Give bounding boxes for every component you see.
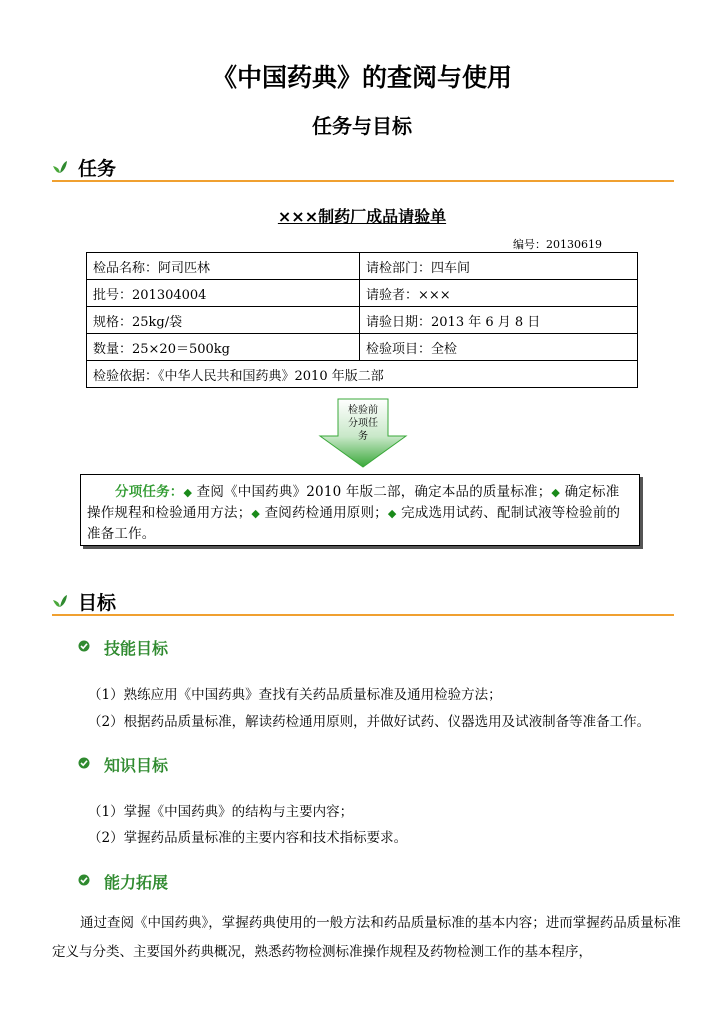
check-circle-icon: [78, 757, 90, 769]
knowledge-item: （1）掌握《中国药典》的结构与主要内容；: [88, 804, 354, 820]
section-task-title: 任务: [78, 158, 117, 180]
table-cell: 请验者：×××: [360, 280, 638, 307]
section-goals-header: [52, 590, 674, 616]
form-number: 编号：20130619: [513, 238, 602, 251]
down-arrow: [318, 398, 408, 468]
form-title: ×××制药厂成品请验单: [277, 207, 447, 226]
subtask-item: 确定标准操作规程和检验通用方法；: [87, 484, 620, 521]
table-cell-basis: 检验依据：《中华人民共和国药典》2010 年版二部: [87, 361, 638, 388]
table-row: [87, 361, 638, 388]
diamond-icon: ◆: [551, 486, 561, 499]
skills-item: （1）熟练应用《中国药典》查找有关药品质量标准及通用检验方法；: [88, 687, 502, 703]
page-title: 《中国药典》的查阅与使用: [211, 63, 512, 92]
skills-item: （2）根据药品质量标准，解读药检通用原则，并做好试药、仪器选用及试液制备等准备工作。: [88, 714, 651, 730]
subtask-item: 完成选用试药、配制试液等检验前的准备工作。: [87, 505, 621, 542]
check-circle-icon: [78, 874, 90, 886]
expansion-title: 能力拓展: [104, 873, 169, 892]
knowledge-item: （2）掌握药品质量标准的主要内容和技术指标要求。: [88, 830, 408, 846]
diamond-icon: ◆: [387, 507, 397, 520]
section-goals-title: 目标: [78, 592, 117, 614]
diamond-icon: ◆: [251, 507, 261, 520]
leaf-icon: [52, 160, 68, 174]
table-cell: 批号：201304004: [87, 280, 360, 307]
subtask-item: 查阅《中国药典》2010 年版二部，确定本品的质量标准；: [196, 484, 552, 500]
table-row: [87, 307, 638, 334]
table-row: [87, 334, 638, 361]
inspection-request-table: [86, 252, 638, 388]
page-subtitle: 任务与目标: [312, 114, 412, 138]
table-cell: 检品名称：阿司匹林: [87, 253, 360, 280]
subtask-label: 分项任务：: [115, 484, 184, 500]
skills-title: 技能目标: [104, 639, 169, 658]
leaf-icon: [52, 594, 68, 608]
table-row: [87, 280, 638, 307]
section-task-header: [52, 156, 674, 182]
table-cell: 请检部门：四车间: [360, 253, 638, 280]
expansion-paragraph: 通过查阅《中国药典》，掌握药典使用的一般方法和药品质量标准的基本内容；进而掌握药品质量标准定义与分类、主要国外药典概况，熟悉药物检测标准操作规程及药物检测工作的基本程序，: [52, 915, 681, 960]
arrow-label: 检验前 分项任 务: [348, 405, 378, 442]
subtask-item: 查阅药检通用原则；: [264, 505, 388, 521]
table-cell: 数量：25×20＝500kg: [87, 334, 360, 361]
table-row: [87, 253, 638, 280]
table-cell: 请验日期：2013 年 6 月 8 日: [360, 307, 638, 334]
subtask-box: [80, 474, 640, 546]
knowledge-title: 知识目标: [104, 756, 169, 775]
table-cell: 检验项目：全检: [360, 334, 638, 361]
table-cell: 规格：25kg/袋: [87, 307, 360, 334]
check-circle-icon: [78, 640, 90, 652]
diamond-icon: ◆: [183, 486, 193, 499]
